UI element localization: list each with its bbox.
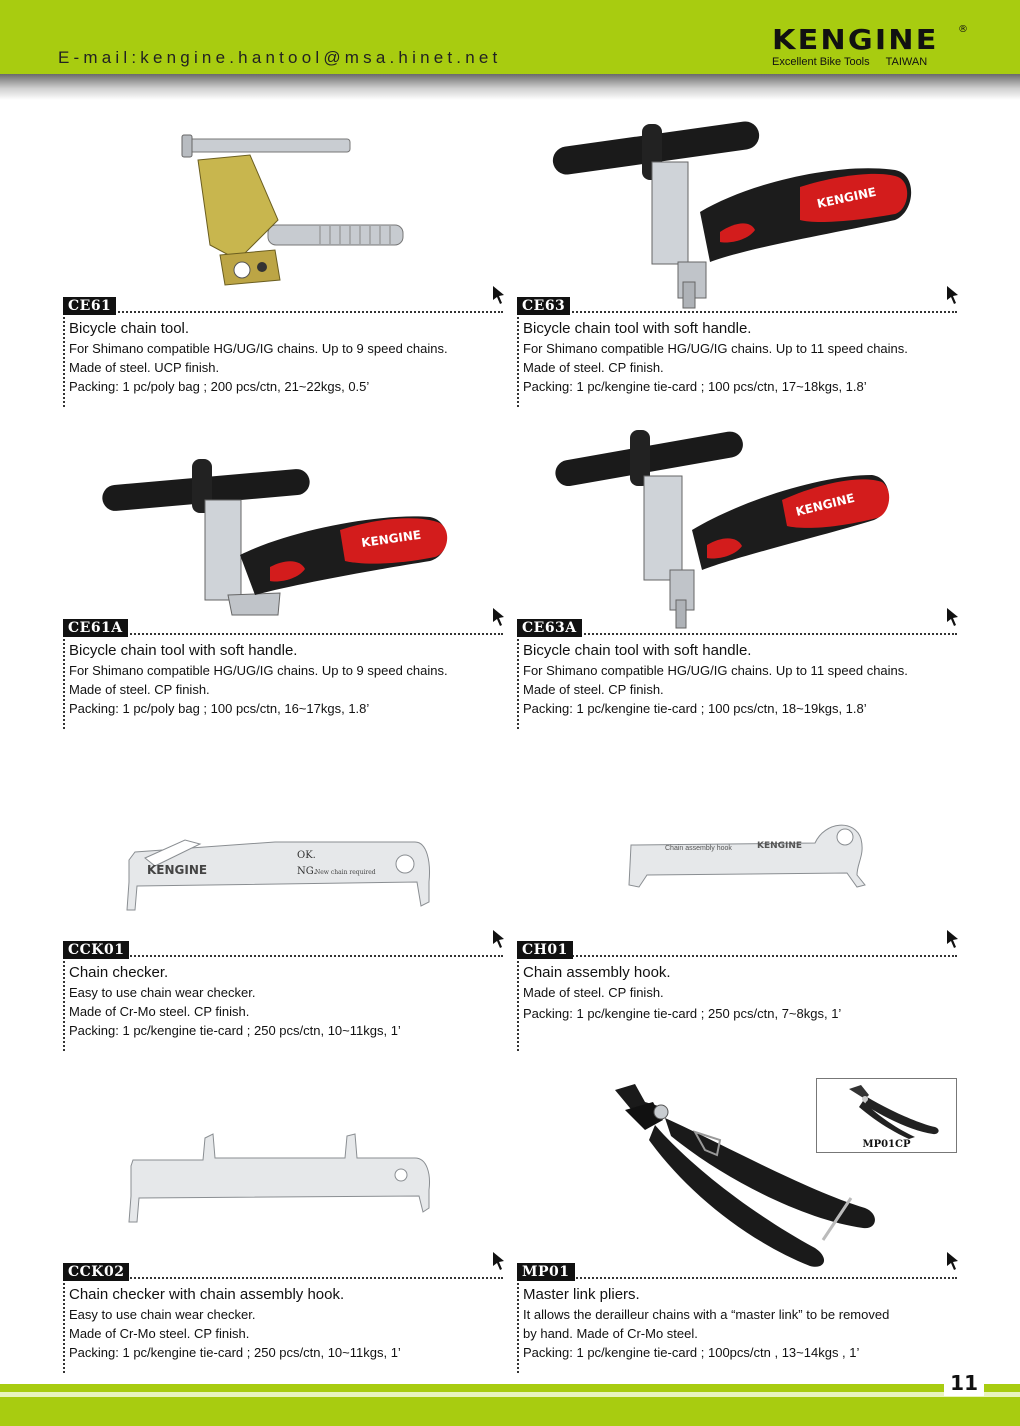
product-spec-line: Easy to use chain wear checker.: [69, 985, 256, 1000]
code-row: [63, 619, 503, 639]
cck01-tool-image: [125, 822, 435, 914]
code-row: [517, 297, 957, 317]
footer-base: [0, 1397, 1020, 1426]
logo-country: TAIWAN: [885, 56, 928, 68]
checker-brand-text: KENGINE: [147, 863, 208, 877]
dotted-margin: [517, 1283, 519, 1373]
product-title: Chain assembly hook.: [523, 964, 671, 981]
logo-tagline: Excellent Bike Tools TAIWAN: [772, 56, 928, 68]
code-row: [517, 619, 957, 639]
checker-ok-text: OK.: [297, 850, 316, 861]
dotted-margin: [63, 961, 65, 1051]
product-caption-ch01: [517, 941, 957, 1051]
product-spec-line: For Shimano compatible HG/UG/IG chains. Up to 11 speed chains.: [523, 663, 908, 678]
product-title: Chain checker.: [69, 964, 169, 981]
cursor-icon: [492, 1251, 506, 1271]
dotted-divider: [63, 633, 503, 635]
product-code: CCK01: [63, 941, 129, 959]
product-spec-line: For Shimano compatible HG/UG/IG chains. Up to 11 speed chains.: [523, 341, 908, 356]
ce63-tool-image: [550, 112, 915, 310]
cursor-icon: [492, 929, 506, 949]
product-title: Bicycle chain tool.: [69, 320, 190, 337]
checker-ng-text: NG.: [297, 866, 317, 877]
product-title: Bicycle chain tool with soft handle.: [523, 320, 752, 337]
code-row: [63, 297, 503, 317]
product-code: CE63: [517, 297, 570, 315]
product-spec-line: For Shimano compatible HG/UG/IG chains. Up to 9 speed chains.: [69, 341, 448, 356]
product-code: CE63A: [517, 619, 582, 637]
code-row: [63, 941, 503, 961]
dotted-divider: [517, 955, 957, 957]
cursor-icon: [946, 929, 960, 949]
product-spec-line: It allows the derailleur chains with a “master link” to be removed: [523, 1307, 890, 1322]
product-caption-ce63: [517, 297, 957, 407]
product-spec-line: Packing: 1 pc/kengine tie-card ; 250 pcs/ctn, 7~8kgs, 1’: [523, 1006, 842, 1021]
product-caption-ce61a: [63, 619, 503, 729]
product-spec-line: Packing: 1 pc/poly bag ; 200 pcs/ctn, 21~22kgs, 0.5’: [69, 379, 370, 394]
product-spec-line: Made of steel. CP finish.: [523, 985, 664, 1000]
product-caption-ce63a: [517, 619, 957, 729]
footer-band: [0, 1384, 1020, 1392]
code-row: [63, 1263, 503, 1283]
product-spec-line: Easy to use chain wear checker.: [69, 1307, 256, 1322]
product-spec-line: Made of steel. CP finish.: [523, 682, 664, 697]
product-caption-ce61: [63, 297, 503, 407]
ce63a-tool-image: [552, 420, 897, 630]
handle-brand-text: KENGINE: [794, 490, 857, 519]
header-shadow: [0, 74, 1020, 100]
ce61-tool-image: [180, 125, 405, 290]
product-spec-line: Packing: 1 pc/kengine tie-card ; 100 pcs/ctn, 18~19kgs, 1.8’: [523, 701, 867, 716]
ce61a-tool-image: [100, 455, 455, 620]
code-row: [517, 1263, 957, 1283]
product-code: CCK02: [63, 1263, 129, 1281]
dotted-margin: [63, 639, 65, 729]
product-code: CH01: [517, 941, 573, 959]
contact-email[interactable]: E-mail:kengine.hantool@msa.hinet.net: [58, 48, 502, 67]
ch01-tool-image: [625, 815, 870, 890]
hook-label-text: Chain assembly hook: [665, 845, 732, 852]
product-spec-line: Made of steel. CP finish.: [523, 360, 664, 375]
brand-logo: [772, 23, 968, 70]
product-title: Bicycle chain tool with soft handle.: [69, 642, 298, 659]
cursor-icon: [946, 285, 960, 305]
mp01cp-pliers-image: [817, 1079, 956, 1139]
product-spec-line: Packing: 1 pc/kengine tie-card ; 100 pcs/ctn, 17~18kgs, 1.8’: [523, 379, 867, 394]
dotted-divider: [517, 633, 957, 635]
cursor-icon: [946, 1251, 960, 1271]
product-title: Bicycle chain tool with soft handle.: [523, 642, 752, 659]
registered-mark: ®: [958, 24, 968, 35]
cursor-icon: [946, 607, 960, 627]
inset-label: MP01CP: [862, 1139, 911, 1150]
code-row: [517, 941, 957, 961]
dotted-margin: [63, 317, 65, 407]
hook-brand-text: KENGINE: [757, 841, 803, 851]
product-caption-cck02: [63, 1263, 503, 1373]
handle-brand-text: KENGINE: [360, 527, 422, 550]
product-spec-line: Made of Cr-Mo steel. CP finish.: [69, 1326, 250, 1341]
product-spec-line: Made of Cr-Mo steel. CP finish.: [69, 1004, 250, 1019]
product-spec-line: For Shimano compatible HG/UG/IG chains. Up to 9 speed chains.: [69, 663, 448, 678]
product-caption-cck01: [63, 941, 503, 1051]
checker-note-text: New chain required: [315, 869, 376, 876]
product-code: CE61: [63, 297, 116, 315]
product-title: Master link pliers.: [523, 1286, 640, 1303]
product-caption-mp01: [517, 1263, 957, 1373]
product-code: MP01: [517, 1263, 575, 1281]
dotted-divider: [517, 1277, 957, 1279]
dotted-margin: [517, 639, 519, 729]
cck02-tool-image: [125, 1130, 435, 1225]
product-spec-line: Packing: 1 pc/kengine tie-card ; 250 pcs/ctn, 10~11kgs, 1’: [69, 1023, 401, 1038]
dotted-divider: [517, 311, 957, 313]
product-spec-line: Packing: 1 pc/kengine tie-card ; 250 pcs/ctn, 10~11kgs, 1’: [69, 1345, 401, 1360]
product-code: CE61A: [63, 619, 128, 637]
dotted-margin: [517, 961, 519, 1051]
product-spec-line: Made of steel. UCP finish.: [69, 360, 220, 375]
handle-brand-text: KENGINE: [815, 184, 878, 211]
mp01cp-inset: [816, 1078, 957, 1153]
logo-wordmark: KENGINE: [772, 23, 939, 56]
product-title: Chain checker with chain assembly hook.: [69, 1286, 345, 1303]
product-spec-line: Made of steel. CP finish.: [69, 682, 210, 697]
dotted-margin: [517, 317, 519, 407]
page-number: 11: [944, 1370, 984, 1396]
dotted-divider: [63, 311, 503, 313]
cursor-icon: [492, 607, 506, 627]
product-spec-line: by hand. Made of Cr-Mo steel.: [523, 1326, 698, 1341]
dotted-margin: [63, 1283, 65, 1373]
cursor-icon: [492, 285, 506, 305]
product-spec-line: Packing: 1 pc/kengine tie-card ; 100pcs/ctn , 13~14kgs , 1’: [523, 1345, 860, 1360]
product-spec-line: Packing: 1 pc/poly bag ; 100 pcs/ctn, 16~17kgs, 1.8’: [69, 701, 370, 716]
